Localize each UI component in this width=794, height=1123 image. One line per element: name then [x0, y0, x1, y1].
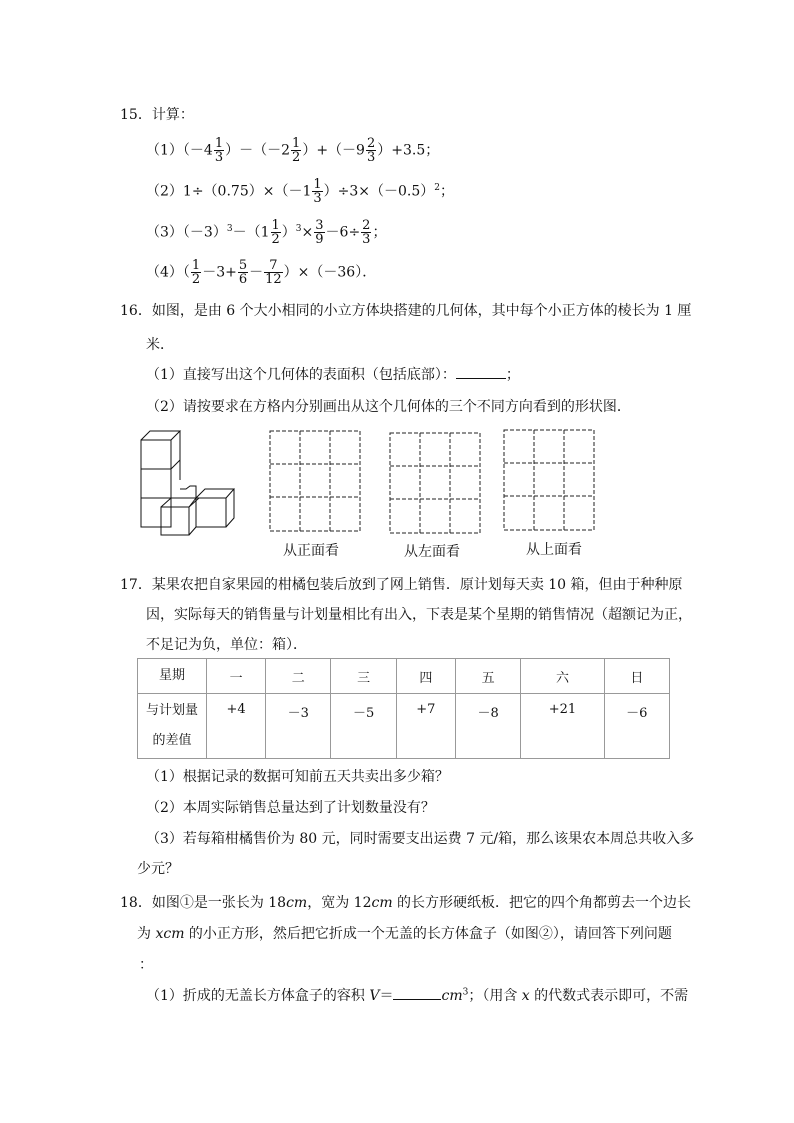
- view-label-left: 从左面看: [404, 544, 460, 560]
- q17-part1: （1）根据记录的数据可知前五天共卖出多少箱？: [146, 769, 449, 785]
- table-row-label: 与计划量 的差值: [138, 694, 207, 759]
- table-cell: －6: [604, 694, 669, 759]
- table-cell: －3: [266, 694, 331, 759]
- part-label: （1）: [146, 142, 183, 159]
- cube-top: [161, 498, 199, 507]
- top-view-grid[interactable]: [503, 429, 597, 533]
- fraction: $\frac{1}{2}$: [191, 258, 201, 287]
- q15-part4: （4）（ $\frac{1}{2}$ －3+ $\frac{5}{6}$ － $\frac{7}{12}$ ）×（－36）．: [146, 258, 377, 287]
- view-label-top: 从上面看: [526, 542, 582, 558]
- answer-blank[interactable]: [393, 987, 441, 1000]
- table-header-cell: 日: [604, 659, 669, 694]
- cube-face: [141, 469, 171, 498]
- cube-edge: [189, 527, 196, 535]
- q18-line2: 为 xcm 的小正方形，然后把它折成一个无盖的长方体盒子（如图②），请回答下列问题: [137, 926, 672, 942]
- front-view-grid[interactable]: [269, 430, 363, 534]
- part-label: （2）: [146, 183, 183, 200]
- cube-top: [180, 486, 196, 498]
- part-label: （4）: [146, 264, 183, 281]
- fraction: $\frac{7}{12}$: [265, 258, 282, 287]
- table-row: [138, 659, 670, 694]
- table-cell: －8: [455, 694, 520, 759]
- sales-table: [137, 658, 670, 759]
- q15-title: 15．计算：: [120, 107, 194, 123]
- table-header-cell: 五: [455, 659, 520, 694]
- cube-edge: [189, 498, 196, 507]
- q17-part3-line1: （3）若每箱柑橘售价为 80 元，同时需要支出运费 7 元/箱，那么该果农本周总共收入多: [146, 831, 695, 847]
- q16-title-line2: 米．: [146, 337, 174, 353]
- fraction: $\frac{1}{3}$: [214, 136, 224, 165]
- fraction: $\frac{2}{3}$: [362, 218, 371, 247]
- fraction: $\frac{5}{6}$: [238, 258, 248, 287]
- cube-edge: [171, 460, 180, 469]
- table-cell: +21: [521, 694, 604, 759]
- fraction: $\frac{1}{3}$: [313, 177, 322, 206]
- cube-face: [161, 507, 189, 535]
- table-header-cell: 星期: [138, 659, 207, 694]
- view-label-front: 从正面看: [283, 543, 339, 559]
- cube-top: [141, 431, 180, 440]
- q17-part2: （2）本周实际销售总量达到了计划数量没有？: [146, 800, 435, 816]
- q16-title-line1: 16．如图，是由 6 个大小相同的小立方体块搭建的几何体，其中每个小正方体的棱长为 1 厘: [120, 303, 692, 319]
- fraction: $\frac{1}{2}$: [292, 136, 301, 165]
- left-view-grid[interactable]: [389, 432, 483, 536]
- cube-edge: [226, 489, 234, 527]
- table-cell: +4: [207, 694, 266, 759]
- table-row: [138, 694, 670, 759]
- table-header-cell: 六: [521, 659, 604, 694]
- q17-title-line1: 17．某果农把自家果园的柑橘包装后放到了网上销售．原计划每天卖 10 箱，但由于种种原: [120, 577, 683, 593]
- table-header-cell: 二: [266, 659, 331, 694]
- fraction: $\frac{3}{9}$: [315, 218, 324, 247]
- q17-title-line2: 因，实际每天的销售量与计划量相比有出入，下表是某个星期的销售情况（超额记为正，: [146, 607, 692, 623]
- q17-part3-line2: 少元？: [137, 861, 179, 877]
- table-header-cell: 三: [331, 659, 396, 694]
- q16-part1: （1）直接写出这个几何体的表面积（包括底部）： ；: [146, 367, 520, 383]
- q18-line1: 18．如图①是一张长为 18cm，宽为 12cm 的长方形硬纸板．把它的四个角都剪去一个边长: [120, 895, 692, 911]
- cube-face: [141, 440, 171, 469]
- table-header-cell: 一: [207, 659, 266, 694]
- answer-blank[interactable]: [456, 366, 506, 379]
- table-cell: －5: [331, 694, 396, 759]
- cube-figure: [138, 428, 238, 536]
- table-header-cell: 四: [396, 659, 455, 694]
- cube-top: [196, 489, 234, 498]
- q18-line3: ：: [139, 957, 153, 973]
- table-cell: +7: [396, 694, 455, 759]
- fraction: $\frac{2}{3}$: [366, 136, 376, 165]
- q15-part3: $(3)(-3)^3-(1$ $\frac{1}{2}$ ）$^3$× $\frac{3}{9}$ －6÷ $\frac{2}{3}$ ；: [146, 218, 387, 247]
- q17-title-line3: 不足记为负，单位：箱）．: [146, 637, 307, 653]
- fraction: $\frac{1}{2}$: [271, 218, 280, 247]
- q15-part2: （2）1÷（0.75）×（－1 $\frac{1}{3}$ ）$\div 3\times(-0.5)^2$；: [146, 177, 455, 206]
- q15-part1: （1）（－4 $\frac{1}{3}$ ）－（－2 $\frac{1}{2}$ ）+（－9 $\frac{2}{3}$ ）+3.5；: [146, 136, 440, 165]
- q18-part1: （1）折成的无盖长方体盒子的容积 $V= cm^3$；（用含 x 的代数式表示即可，不需: [146, 987, 689, 1004]
- part-label: （3）: [146, 224, 183, 241]
- cube-face: [196, 498, 226, 527]
- q16-part2: （2）请按要求在方格内分别画出从这个几何体的三个不同方向看到的形状图．: [146, 399, 631, 415]
